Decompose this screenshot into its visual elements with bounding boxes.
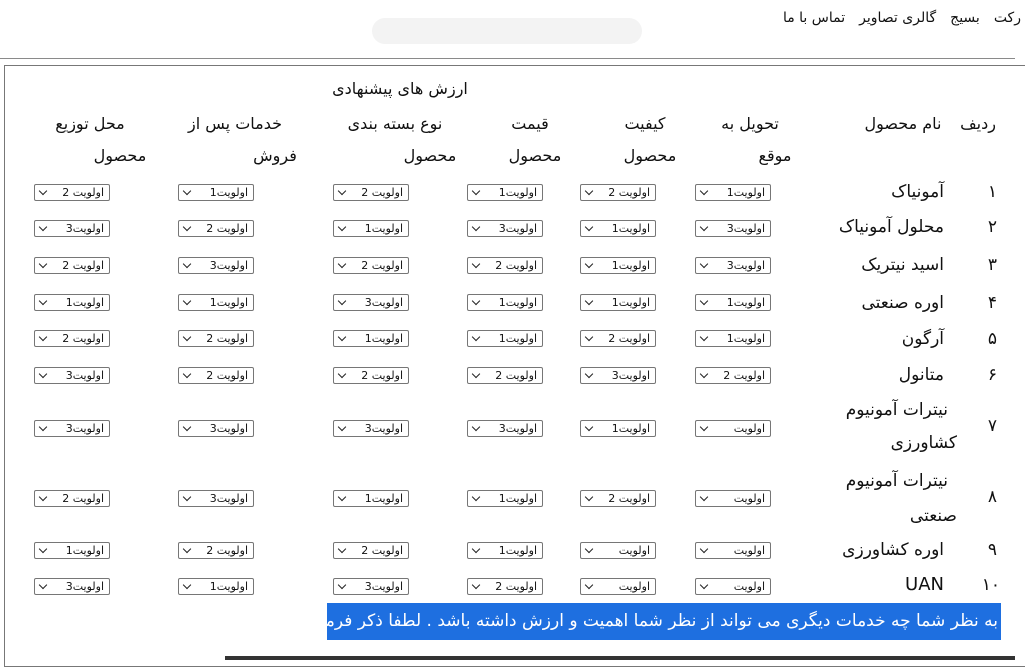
product-name: متانول <box>898 365 944 385</box>
selected-value: اولویت1 <box>611 422 650 435</box>
selected-value: اولویت 2 <box>495 259 537 272</box>
selected-value: اولویت3 <box>498 422 537 435</box>
priority-select-delivery[interactable] <box>695 184 771 201</box>
priority-select-packaging[interactable] <box>333 420 409 437</box>
chevron-down-icon <box>472 545 480 553</box>
chevron-down-icon <box>472 333 480 341</box>
selected-value: اولویت1 <box>364 332 403 345</box>
priority-select-quality[interactable] <box>580 294 656 311</box>
chevron-down-icon <box>585 581 593 589</box>
chevron-down-icon <box>39 370 47 378</box>
priority-select-after-sales[interactable] <box>178 257 254 274</box>
product-name-line1: نیترات آمونیوم <box>845 400 948 420</box>
header-distribution-line2: محصول <box>93 146 147 165</box>
chevron-down-icon <box>472 297 480 305</box>
priority-select-quality[interactable] <box>580 257 656 274</box>
header-after-sales-line2: فروش <box>253 146 297 165</box>
row-number: ۳ <box>987 255 997 275</box>
selected-value: اولویت 2 <box>206 332 248 345</box>
chevron-down-icon <box>39 260 47 268</box>
chevron-down-icon <box>700 370 708 378</box>
selected-value: اولویت1 <box>209 580 248 593</box>
selected-value: اولویت1 <box>209 296 248 309</box>
selected-value: اولویت1 <box>611 222 650 235</box>
priority-select-price[interactable] <box>467 330 543 347</box>
chevron-down-icon <box>472 423 480 431</box>
row-number: ۵ <box>987 329 997 349</box>
row-number: ۲ <box>987 217 997 237</box>
chevron-down-icon <box>39 423 47 431</box>
priority-select-price[interactable] <box>467 294 543 311</box>
priority-select-distribution[interactable] <box>34 330 110 347</box>
selected-value: اولویت 2 <box>62 259 104 272</box>
selected-value: اولویت3 <box>65 222 104 235</box>
priority-select-distribution[interactable] <box>34 257 110 274</box>
priority-select-price[interactable] <box>467 420 543 437</box>
priority-select-distribution[interactable] <box>34 367 110 384</box>
row-number: ۴ <box>987 293 997 313</box>
chevron-down-icon <box>183 545 191 553</box>
chevron-down-icon <box>585 493 593 501</box>
selected-value: اولویت 2 <box>361 369 403 382</box>
priority-select-delivery[interactable] <box>695 490 771 507</box>
chevron-down-icon <box>183 370 191 378</box>
chevron-down-icon <box>585 223 593 231</box>
selected-value: اولویت 2 <box>62 332 104 345</box>
priority-select-distribution[interactable] <box>34 420 110 437</box>
selected-value: اولویت3 <box>364 422 403 435</box>
selected-value: اولویت1 <box>726 296 765 309</box>
chevron-down-icon <box>183 333 191 341</box>
selected-value: اولویت 2 <box>206 544 248 557</box>
bottom-divider <box>225 656 1015 660</box>
nav-link-basij[interactable]: بسیج <box>950 10 980 26</box>
product-name: اوره صنعتی <box>861 293 944 313</box>
priority-select-delivery[interactable] <box>695 420 771 437</box>
priority-select-packaging[interactable] <box>333 542 409 559</box>
selected-value: اولویت3 <box>364 296 403 309</box>
header-after-sales-line1: خدمات پس از <box>188 114 282 133</box>
row-number: ۸ <box>987 487 997 507</box>
group-header: ارزش های پیشنهادی <box>332 79 468 98</box>
product-name: آمونیاک <box>891 182 944 202</box>
header-distribution-line1: محل توزیع <box>55 114 125 133</box>
selected-value: اولویت 2 <box>62 492 104 505</box>
chevron-down-icon <box>700 581 708 589</box>
chevron-down-icon <box>39 187 47 195</box>
product-name-line1: نیترات آمونیوم <box>845 471 948 491</box>
selected-value: اولویت <box>618 544 650 557</box>
product-name: محلول آمونیاک <box>838 217 944 237</box>
selected-value: اولویت 2 <box>361 259 403 272</box>
chevron-down-icon <box>183 260 191 268</box>
chevron-down-icon <box>183 223 191 231</box>
selected-value: اولویت3 <box>209 422 248 435</box>
product-name-line2: صنعتی <box>909 506 957 526</box>
priority-select-price[interactable] <box>467 184 543 201</box>
priority-select-quality[interactable] <box>580 184 656 201</box>
blurred-header-element <box>372 18 642 44</box>
priority-select-price[interactable] <box>467 490 543 507</box>
chevron-down-icon <box>338 260 346 268</box>
priority-select-quality[interactable] <box>580 220 656 237</box>
row-number: ۷ <box>987 416 997 436</box>
priority-select-distribution[interactable] <box>34 578 110 595</box>
selected-value: اولویت 2 <box>608 186 650 199</box>
priority-select-delivery[interactable] <box>695 330 771 347</box>
priority-select-delivery[interactable] <box>695 257 771 274</box>
top-navigation <box>0 0 1021 59</box>
selected-value: اولویت1 <box>498 296 537 309</box>
chevron-down-icon <box>585 187 593 195</box>
chevron-down-icon <box>39 493 47 501</box>
header-price-line2: محصول <box>508 146 562 165</box>
chevron-down-icon <box>39 581 47 589</box>
selected-value: اولویت3 <box>65 580 104 593</box>
priority-select-price[interactable] <box>467 367 543 384</box>
chevron-down-icon <box>338 370 346 378</box>
chevron-down-icon <box>585 297 593 305</box>
selected-value: اولویت 2 <box>495 580 537 593</box>
selected-value: اولویت1 <box>726 332 765 345</box>
chevron-down-icon <box>585 333 593 341</box>
priority-select-after-sales[interactable] <box>178 220 254 237</box>
header-row-number: ردیف <box>960 114 996 133</box>
product-name: اوره کشاورزی <box>842 540 944 560</box>
selected-value: اولویت3 <box>498 222 537 235</box>
chevron-down-icon <box>39 297 47 305</box>
nav-link-company[interactable]: رکت <box>993 10 1021 26</box>
priority-select-after-sales[interactable] <box>178 490 254 507</box>
chevron-down-icon <box>472 260 480 268</box>
selected-value: اولویت3 <box>65 369 104 382</box>
selected-value: اولویت 2 <box>62 186 104 199</box>
selected-value: اولویت1 <box>498 186 537 199</box>
chevron-down-icon <box>585 260 593 268</box>
selected-value: اولویت 2 <box>608 332 650 345</box>
header-quality-line2: محصول <box>623 146 677 165</box>
nav-link-contact[interactable]: تماس با ما <box>782 10 846 26</box>
chevron-down-icon <box>700 223 708 231</box>
priority-select-quality[interactable] <box>580 490 656 507</box>
chevron-down-icon <box>585 545 593 553</box>
priority-select-delivery[interactable] <box>695 542 771 559</box>
priority-select-distribution[interactable] <box>34 294 110 311</box>
priority-select-quality[interactable] <box>580 578 656 595</box>
selected-value: اولویت3 <box>209 492 248 505</box>
header-packaging-line1: نوع بسته بندی <box>347 114 443 133</box>
selected-value: اولویت 2 <box>495 369 537 382</box>
priority-select-packaging[interactable] <box>333 330 409 347</box>
chevron-down-icon <box>700 333 708 341</box>
selected-value: اولویت 2 <box>206 222 248 235</box>
selected-value: اولویت 2 <box>608 492 650 505</box>
header-delivery-line2: موقع <box>758 146 792 165</box>
header-price-line1: قیمت <box>511 114 549 133</box>
chevron-down-icon <box>338 223 346 231</box>
header-packaging-line2: محصول <box>403 146 457 165</box>
selected-value: اولویت3 <box>364 580 403 593</box>
selected-value: اولویت1 <box>611 259 650 272</box>
priority-select-after-sales[interactable] <box>178 330 254 347</box>
chevron-down-icon <box>700 493 708 501</box>
chevron-down-icon <box>700 297 708 305</box>
chevron-down-icon <box>700 187 708 195</box>
selected-value: اولویت1 <box>65 544 104 557</box>
selected-value: اولویت <box>733 580 765 593</box>
selected-value: اولویت1 <box>364 222 403 235</box>
selected-value: اولویت <box>618 580 650 593</box>
selected-value: اولویت3 <box>726 259 765 272</box>
selected-value: اولویت1 <box>498 544 537 557</box>
chevron-down-icon <box>183 581 191 589</box>
chevron-down-icon <box>183 297 191 305</box>
product-name: آرگون <box>901 329 944 349</box>
priority-select-packaging[interactable] <box>333 294 409 311</box>
priority-select-distribution[interactable] <box>34 490 110 507</box>
selected-value: اولویت3 <box>209 259 248 272</box>
product-name: UAN <box>905 574 944 595</box>
chevron-down-icon <box>183 187 191 195</box>
product-name-line2: کشاورزی <box>890 433 957 453</box>
chevron-down-icon <box>39 333 47 341</box>
priority-select-after-sales[interactable] <box>178 542 254 559</box>
row-number: ۶ <box>987 365 997 385</box>
selected-value: اولویت 2 <box>723 369 765 382</box>
priority-select-packaging[interactable] <box>333 257 409 274</box>
chevron-down-icon <box>472 581 480 589</box>
priority-select-after-sales[interactable] <box>178 367 254 384</box>
product-name: اسید نیتریک <box>861 255 944 275</box>
chevron-down-icon <box>700 423 708 431</box>
priority-select-quality[interactable] <box>580 367 656 384</box>
selected-value: اولویت <box>733 544 765 557</box>
priority-select-packaging[interactable] <box>333 367 409 384</box>
priority-select-packaging[interactable] <box>333 578 409 595</box>
selected-value: اولویت3 <box>65 422 104 435</box>
priority-select-price[interactable] <box>467 542 543 559</box>
header-product-name: نام محصول <box>864 114 942 133</box>
row-number: ۱ <box>987 182 997 202</box>
selected-value: اولویت3 <box>726 222 765 235</box>
header-delivery-line1: تحویل به <box>721 114 779 133</box>
nav-links <box>783 10 1021 26</box>
chevron-down-icon <box>472 493 480 501</box>
selected-value: اولویت1 <box>726 186 765 199</box>
priority-select-after-sales[interactable] <box>178 184 254 201</box>
chevron-down-icon <box>338 493 346 501</box>
priority-select-quality[interactable] <box>580 542 656 559</box>
priority-select-quality[interactable] <box>580 420 656 437</box>
selected-value: اولویت 2 <box>361 186 403 199</box>
priority-select-price[interactable] <box>467 220 543 237</box>
priority-select-packaging[interactable] <box>333 490 409 507</box>
chevron-down-icon <box>338 545 346 553</box>
priority-select-distribution[interactable] <box>34 542 110 559</box>
priority-select-price[interactable] <box>467 578 543 595</box>
header-quality-line1: کیفیت <box>624 114 666 133</box>
selected-value: اولویت 2 <box>361 544 403 557</box>
chevron-down-icon <box>338 187 346 195</box>
selected-value: اولویت1 <box>364 492 403 505</box>
chevron-down-icon <box>585 370 593 378</box>
chevron-down-icon <box>472 370 480 378</box>
chevron-down-icon <box>472 187 480 195</box>
selected-value: اولویت3 <box>611 369 650 382</box>
priority-select-packaging[interactable] <box>333 220 409 237</box>
chevron-down-icon <box>338 297 346 305</box>
selected-value: اولویت <box>733 492 765 505</box>
chevron-down-icon <box>338 333 346 341</box>
priority-select-delivery[interactable] <box>695 367 771 384</box>
selected-value: اولویت <box>733 422 765 435</box>
priority-select-delivery[interactable] <box>695 294 771 311</box>
selected-value: اولویت 2 <box>206 369 248 382</box>
priority-select-after-sales[interactable] <box>178 294 254 311</box>
chevron-down-icon <box>338 423 346 431</box>
selected-value: اولویت1 <box>209 186 248 199</box>
chevron-down-icon <box>338 581 346 589</box>
chevron-down-icon <box>183 493 191 501</box>
row-number: ۹ <box>987 540 997 560</box>
chevron-down-icon <box>585 423 593 431</box>
selected-value: اولویت1 <box>611 296 650 309</box>
selected-value: اولویت1 <box>65 296 104 309</box>
chevron-down-icon <box>472 223 480 231</box>
chevron-down-icon <box>700 260 708 268</box>
priority-select-price[interactable] <box>467 257 543 274</box>
priority-select-after-sales[interactable] <box>178 420 254 437</box>
other-services-question: به نظر شما چه خدمات دیگری می تواند از نظر شما اهمیت و ارزش داشته باشد . لطفا ذکر فرمایید. <box>327 603 1001 640</box>
chevron-down-icon <box>700 545 708 553</box>
priority-select-quality[interactable] <box>580 330 656 347</box>
selected-value: اولویت1 <box>498 492 537 505</box>
nav-link-gallery[interactable]: گالری تصاویر <box>859 10 937 26</box>
priority-select-after-sales[interactable] <box>178 578 254 595</box>
chevron-down-icon <box>39 223 47 231</box>
priority-select-packaging[interactable] <box>333 184 409 201</box>
chevron-down-icon <box>39 545 47 553</box>
priority-select-delivery[interactable] <box>695 578 771 595</box>
priority-select-distribution[interactable] <box>34 220 110 237</box>
priority-select-delivery[interactable] <box>695 220 771 237</box>
priority-select-distribution[interactable] <box>34 184 110 201</box>
selected-value: اولویت1 <box>498 332 537 345</box>
row-number: ۱۰ <box>981 575 1000 595</box>
chevron-down-icon <box>183 423 191 431</box>
